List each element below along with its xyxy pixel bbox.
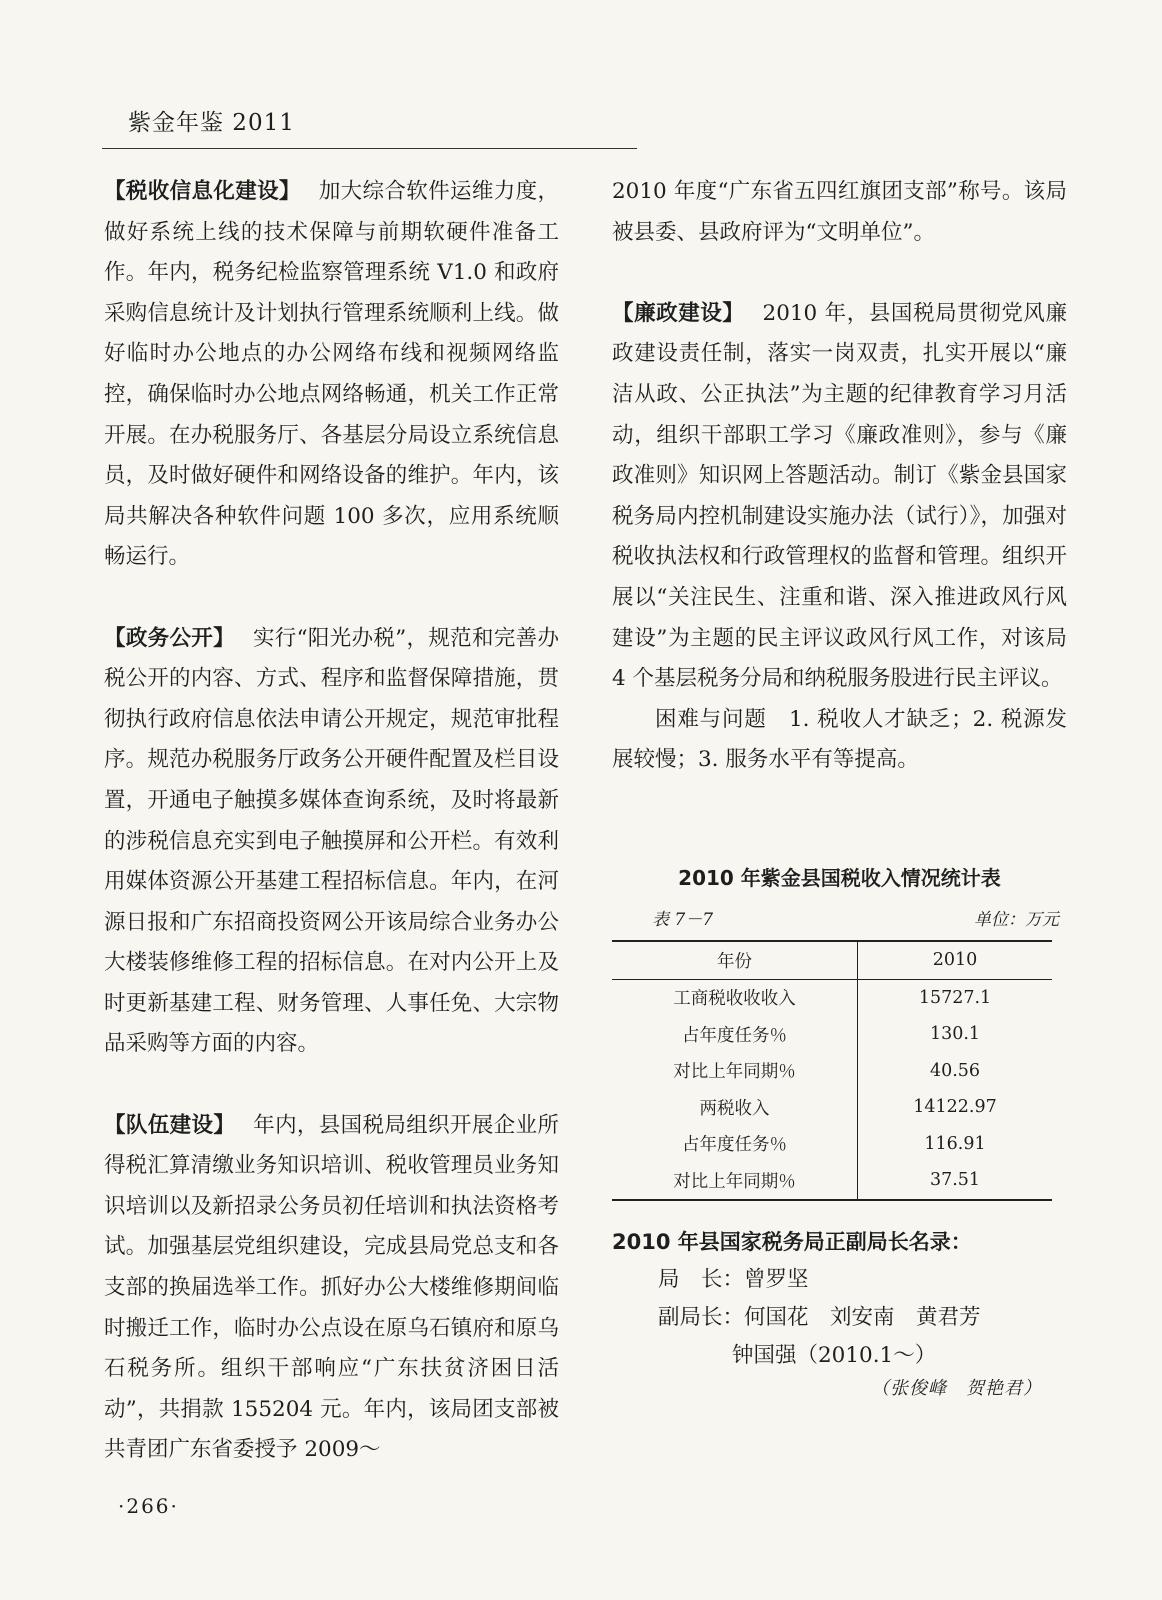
section-body: 2010 年，县国税局贯彻党风廉政建设责任制，落实一岗双责，扎实开展以“廉洁从政、公正执法”为主题的纪律教育学习月活动，组织干部职工学习《廉政准则》，参与《廉政准则》知识网上答题活动。制订《紫金县国家税务局内控机制建设实施办法（试行）》，加强对税收执法权和行政管理权的监督和管理。组织开展以“关注民生、注重和谐、深入推进政风行风建设”为主题的民主评议政风行风工作，对该局 4 个基层税务分局和纳税服务股进行民主评议。 [612,300,1067,692]
table-cell: 对比上年同期％ [612,1162,858,1200]
section-body: 实行“阳光办税”，规范和完善办税公开的内容、方式、程序和监督保障措施，贯彻执行政府信息依法申请公开规定，规范审批程序。规范办税服务厅政务公开硬件配置及栏目设置，开通电子触摸多媒体查询系统，及时将最新的涉税信息充实到电子触摸屏和公开栏。有效利用媒体资源公开基建工程招标信息。年内，在河源日报和广东招商投资网公开该局综合业务办公大楼装修维修工程的招标信息。在对内公开上及时更新基建工程、财务管理、人事任免、大宗物品采购等方面的内容。 [104,625,559,1057]
section-body: 年内，县国税局组织开展企业所得税汇算清缴业务知识培训、税收管理员业务知识培训以及新招录公务员初任培训和执法资格考试。加强基层党组织建设，完成县局党总支和各支部的换届选举工作。抓好办公大楼维修期间临时搬迁工作，临时办公点设在原乌石镇府和原乌石税务所。组织干部响应“广东扶贫济困日活动”，共捐款 155204 元。年内，该局团支部被共青团广东省委授予 2009～ [104,1112,559,1463]
table-cell: 工商税收收收入 [612,979,858,1016]
header-rule [102,148,637,149]
difficulties-paragraph: 困难与问题 1. 税收人才缺乏；2. 税源发展较慢；3. 服务水平有等提高。 [612,706,1067,773]
table-row [612,1162,1052,1200]
table-title: 2010 年紫金县国税收入情况统计表 [678,866,1001,890]
director-roster [612,1223,1067,1375]
section-clean-government [612,294,1067,700]
authors-credit: （张俊峰 贺艳君） [871,1378,1042,1399]
roster-deputies: 副局长：何国花 刘安南 黄君芳 [658,1305,981,1330]
table-row [612,1016,1052,1053]
section-heading: 【队伍建设】 [104,1112,236,1138]
section-heading: 【廉政建设】 [612,300,745,326]
section-team-building [104,1106,559,1471]
section-heading: 【税收信息化建设】 [104,179,301,204]
tax-revenue-table-block [612,862,1067,1201]
table-number: 表 7－7 [652,910,714,930]
table-cell: 37.51 [858,1162,1053,1200]
running-title: 紫金年鉴 2011 [128,110,295,136]
table-cell: 对比上年同期％ [612,1053,858,1090]
tax-revenue-table [612,940,1052,1201]
table-row [612,1126,1052,1163]
roster-director: 局 长：曾罗坚 [658,1267,809,1292]
roster-title: 2010 年县国家税务局正副局长名录： [612,1230,972,1254]
table-cell: 15727.1 [918,987,992,1008]
table-row [612,1089,1052,1126]
table-row [612,1053,1052,1090]
table-meta [652,905,1059,930]
table-cell: 占年度任务％ [612,1126,858,1163]
continued-paragraph: 2010 年度“广东省五四红旗团支部”称号。该局被县委、县政府评为“文明单位”。 [612,179,1067,245]
section-government-affairs [104,619,559,1066]
roster-deputies-continued: 钟国强（2010.1～） [732,1343,937,1368]
table-header-cell: 年份 [612,941,858,979]
table-cell: 14122.97 [913,1097,997,1118]
table-unit: 单位：万元 [974,910,1059,930]
table-cell: 116.91 [924,1133,986,1154]
table-cell: 40.56 [929,1060,981,1081]
table-cell: 130.1 [929,1024,981,1045]
section-body: 加大综合软件运维力度，做好系统上线的技术保障与前期软硬件准备工作。年内，税务纪检监察管理系统 V1.0 和政府采购信息统计及计划执行管理系统顺利上线。做好临时办公地点的办公网络布线和视频网络监控，确保临时办公地点网络畅通，机关工作正常开展。在办税服务厅、各基层分局设立系统信息员，及时做好硬件和网络设备的维护。年内，该局共解决各种软件问题 100 多次，应用系统顺畅运行。 [104,179,559,570]
table-header-cell: 2010 [858,941,1053,979]
table-cell: 占年度任务％ [612,1016,858,1053]
section-it-construction [104,172,559,578]
right-column [612,172,1067,781]
table-cell: 两税收入 [612,1089,858,1126]
page-number: ·266· [118,1494,179,1518]
table-header-row [612,941,1052,979]
section-heading: 【政务公开】 [104,625,235,651]
table-row [612,979,1052,1016]
left-column [104,172,559,1471]
